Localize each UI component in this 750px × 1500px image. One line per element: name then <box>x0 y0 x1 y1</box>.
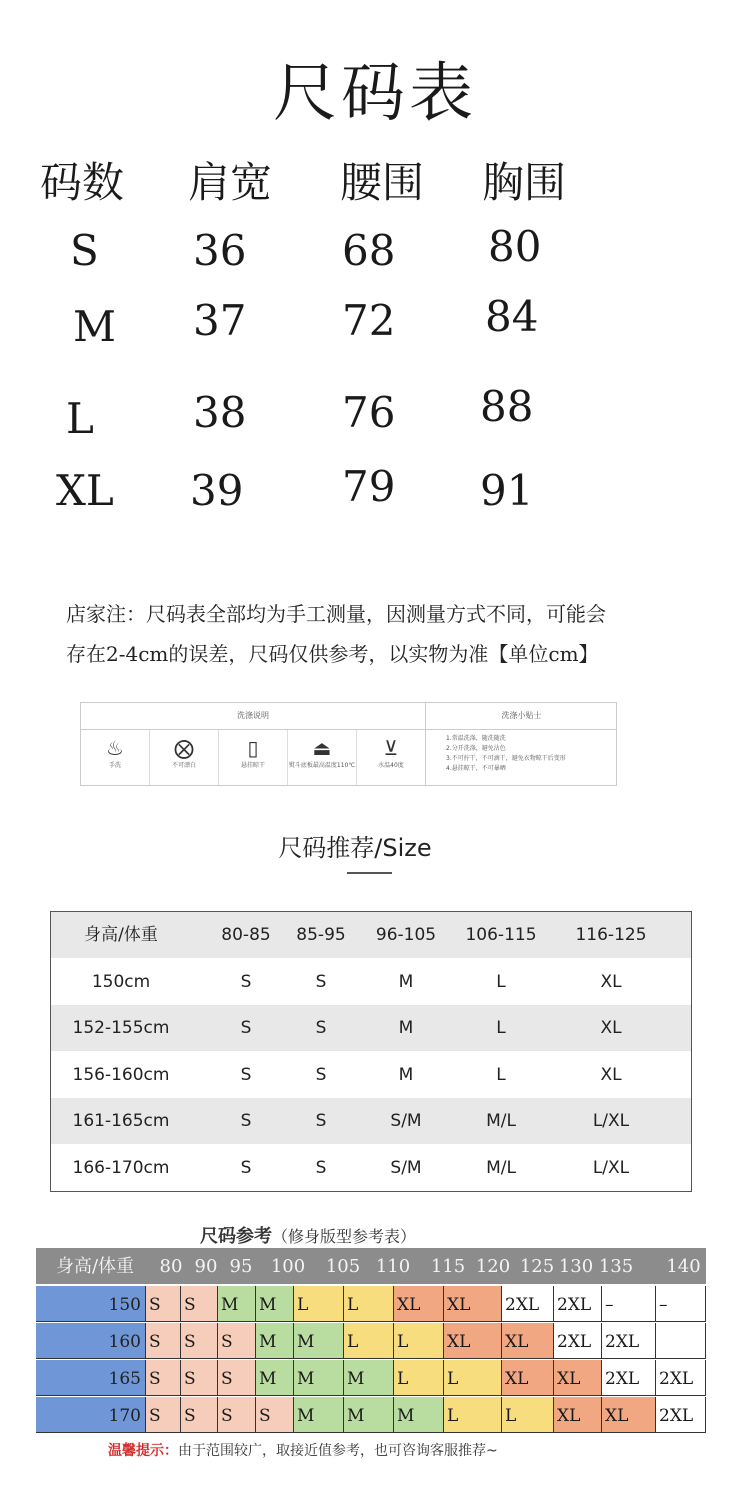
recommend-height-cell: 166-170cm <box>72 1157 170 1178</box>
recommend-size-cell: S <box>240 1157 252 1178</box>
chest-cell: 91 <box>480 466 534 515</box>
recommend-size-cell: L <box>496 1064 506 1085</box>
recommend-size-cell: M/L <box>486 1111 516 1131</box>
reference-size-cell: L <box>444 1397 502 1433</box>
wash-icon-label: 悬挂晾干 <box>240 762 265 769</box>
wash-icons-row <box>81 730 425 785</box>
wash-tip: 3.不可拧干，不可滴干，避免衣物晾干后变形 <box>446 755 566 762</box>
recommend-size-cell: L <box>496 1018 506 1038</box>
reference-size-cell: XL <box>554 1360 602 1396</box>
recommend-header-cell: 106-115 <box>465 925 537 945</box>
wash-icon-item <box>219 730 288 785</box>
reference-size-cell: M <box>218 1286 256 1322</box>
reference-size-cell: 2XL <box>554 1323 602 1359</box>
recommend-height-cell: 150cm <box>91 971 151 992</box>
wash-icon-label: 水温40度 <box>378 762 404 769</box>
chest-cell: 80 <box>488 222 542 271</box>
reference-size-cell: L <box>394 1323 444 1359</box>
recommend-size-cell: S <box>240 1018 252 1038</box>
reference-height-cell: 165 <box>36 1360 146 1396</box>
reference-height-cell: 160 <box>36 1323 146 1359</box>
recommend-size-cell: L <box>496 971 506 992</box>
warm-tip-text: 由于范围较广，取接近值参考，也可咨询客服推荐~ <box>178 1443 498 1459</box>
reference-size-cell: M <box>394 1397 444 1433</box>
size-cell: L <box>66 394 94 443</box>
recommend-size-cell: S/M <box>390 1157 422 1178</box>
recommend-height-cell: 161-165cm <box>72 1111 170 1131</box>
warm-tip-label: 温馨提示： <box>108 1443 178 1459</box>
wash-tips-header: 洗涤小贴士 <box>425 703 617 730</box>
chest-cell: 88 <box>480 382 534 431</box>
recommend-header-cell: 116-125 <box>575 925 647 945</box>
size-chart-row <box>0 222 750 286</box>
recommend-size-cell: XL <box>600 1018 622 1038</box>
reference-row <box>36 1360 706 1397</box>
wash-icon-item <box>357 730 425 785</box>
reference-header-cell: 95 <box>229 1256 253 1277</box>
recommend-size-cell: S <box>315 1064 327 1085</box>
reference-size-cell: 2XL <box>502 1286 554 1322</box>
hand-wash-icon: ♨ <box>106 736 124 760</box>
waist-cell: 72 <box>342 296 396 345</box>
reference-header-cell: 90 <box>194 1256 218 1277</box>
header-chest-label: 胸围 <box>482 158 567 207</box>
waist-cell: 68 <box>342 226 396 275</box>
reference-size-cell: M <box>294 1397 344 1433</box>
recommend-size-cell: S/M <box>390 1111 422 1131</box>
recommend-header-cell: 96-105 <box>375 925 437 945</box>
reference-size-cell: S <box>218 1323 256 1359</box>
reference-header-cell: 110 <box>375 1256 411 1277</box>
wash-40-icon: ⊻ <box>383 736 399 760</box>
reference-size-cell: L <box>394 1360 444 1396</box>
reference-size-cell: S <box>181 1323 218 1359</box>
recommend-size-cell: XL <box>600 1064 622 1085</box>
recommend-size-cell: M <box>398 971 414 992</box>
reference-size-cell: S <box>146 1323 181 1359</box>
reference-size-cell: L <box>444 1360 502 1396</box>
iron-icon: ⏏ <box>312 736 332 760</box>
reference-size-cell: S <box>218 1360 256 1396</box>
size-chart-header-row <box>0 150 750 210</box>
wash-tip: 4.悬挂晾干，不可暴晒 <box>446 765 506 772</box>
size-chart-row <box>0 462 750 526</box>
reference-size-cell: S <box>256 1397 294 1433</box>
wash-instructions-panel <box>80 702 617 786</box>
reference-size-cell: M <box>256 1360 294 1396</box>
recommend-size-cell: S <box>315 971 327 992</box>
reference-size-cell: XL <box>602 1397 656 1433</box>
header-shoulder-label: 肩宽 <box>188 158 273 207</box>
reference-size-cell: L <box>344 1323 394 1359</box>
reference-size-cell: L <box>502 1397 554 1433</box>
reference-size-cell: M <box>256 1286 294 1322</box>
waist-cell: 76 <box>342 388 396 437</box>
reference-size-cell: M <box>344 1360 394 1396</box>
size-chart-row <box>0 292 750 356</box>
waist-cell: 79 <box>342 462 396 511</box>
note-line: 店家注：尺码表全部均为手工测量，因测量方式不同，可能会 <box>66 602 606 626</box>
reference-height-cell: 150 <box>36 1286 146 1322</box>
recommend-header-cell: 身高/体重 <box>84 925 158 945</box>
recommend-size-cell: S <box>315 1157 327 1178</box>
recommend-size-cell: L/XL <box>592 1157 630 1178</box>
wash-instructions-header: 洗涤说明 <box>81 703 425 730</box>
reference-size-cell: S <box>218 1397 256 1433</box>
reference-size-cell: L <box>294 1286 344 1322</box>
reference-size-cell: XL <box>444 1323 502 1359</box>
reference-size-cell: S <box>146 1360 181 1396</box>
reference-title-text: 尺码参考 <box>200 1226 272 1247</box>
reference-row <box>36 1286 706 1323</box>
reference-height-cell: 170 <box>36 1397 146 1433</box>
wash-tip: 1.常温洗涤，随洗随洗 <box>446 735 506 742</box>
reference-table-body <box>36 1286 706 1434</box>
size-recommend-table <box>50 911 692 1192</box>
reference-size-cell: S <box>146 1286 181 1322</box>
recommend-size-cell: S <box>240 1064 252 1085</box>
recommend-size-cell: S <box>240 971 252 992</box>
hang-dry-icon: ▯ <box>247 736 259 760</box>
reference-header-row <box>36 1248 706 1284</box>
size-cell: S <box>70 226 99 275</box>
reference-size-cell: XL <box>502 1360 554 1396</box>
reference-row <box>36 1397 706 1434</box>
reference-size-cell: M <box>344 1397 394 1433</box>
reference-size-cell: XL <box>554 1397 602 1433</box>
reference-size-cell: L <box>344 1286 394 1322</box>
recommend-header-cell: 80-85 <box>221 925 271 945</box>
wash-icon-item <box>288 730 357 785</box>
reference-size-cell: 2XL <box>554 1286 602 1322</box>
recommend-row <box>51 959 691 1005</box>
size-chart-row <box>0 382 750 448</box>
reference-size-cell: M <box>294 1323 344 1359</box>
note-line: 存在2-4cm的误差，尺码仅供参考，以实物为准【单位cm】 <box>66 642 599 666</box>
size-cell: XL <box>56 466 114 515</box>
chest-cell: 84 <box>485 292 539 341</box>
title-underline <box>347 872 392 874</box>
reference-size-cell: S <box>146 1397 181 1433</box>
reference-size-cell: S <box>181 1360 218 1396</box>
page-title: 尺码表 <box>273 57 477 131</box>
recommend-row <box>51 1005 691 1051</box>
reference-size-cell <box>656 1323 706 1359</box>
recommend-size-cell: L/XL <box>592 1111 630 1131</box>
recommend-height-cell: 152-155cm <box>72 1018 170 1038</box>
reference-size-cell: 2XL <box>656 1397 706 1433</box>
reference-header-cell: 身高/体重 <box>55 1256 135 1277</box>
warm-tip <box>108 1440 498 1460</box>
recommend-size-cell: M/L <box>486 1157 516 1178</box>
recommend-size-cell: S <box>315 1111 327 1131</box>
wash-icon-item <box>150 730 219 785</box>
size-reference-title <box>200 1222 416 1248</box>
reference-header-cell: 80 <box>159 1256 183 1277</box>
reference-header-cell: 135 <box>598 1256 634 1277</box>
recommend-header-row <box>51 912 691 958</box>
wash-icon-label: 熨斗底板最高温度110℃ <box>288 762 356 769</box>
recommend-height-cell: 156-160cm <box>72 1064 170 1085</box>
reference-header-cell: 130 <box>558 1256 594 1277</box>
reference-header-cell: 100 <box>270 1256 306 1277</box>
reference-size-cell: M <box>256 1323 294 1359</box>
reference-size-cell: XL <box>444 1286 502 1322</box>
reference-subtitle: （修身版型参考表） <box>272 1227 417 1246</box>
size-recommend-title: 尺码推荐/Size <box>278 834 432 862</box>
reference-size-cell: 2XL <box>602 1360 656 1396</box>
reference-header-cell: 105 <box>325 1256 361 1277</box>
recommend-size-cell: M <box>398 1018 414 1038</box>
wash-icon-label: 不可漂白 <box>171 762 196 769</box>
recommend-row <box>51 1052 691 1098</box>
recommend-size-cell: M <box>398 1064 414 1085</box>
wash-tip: 2.分开洗涤，避免沾色 <box>446 745 506 752</box>
reference-size-cell: S <box>181 1286 218 1322</box>
reference-size-cell: – <box>656 1286 706 1322</box>
shoulder-cell: 36 <box>193 226 247 275</box>
reference-row <box>36 1323 706 1360</box>
shoulder-cell: 39 <box>190 466 244 515</box>
shop-note <box>66 594 686 674</box>
reference-size-cell: S <box>181 1397 218 1433</box>
wash-icon-label: 手洗 <box>108 762 121 769</box>
reference-header-cell: 115 <box>430 1256 466 1277</box>
shoulder-cell: 38 <box>193 388 247 437</box>
header-waist-label: 腰围 <box>340 158 425 207</box>
recommend-row <box>51 1098 691 1144</box>
reference-size-cell: XL <box>502 1323 554 1359</box>
no-bleach-icon: ⨂ <box>174 736 194 760</box>
reference-header-cell: 120 <box>475 1256 511 1277</box>
reference-header-cell: 125 <box>519 1256 555 1277</box>
reference-size-cell: XL <box>394 1286 444 1322</box>
wash-tips-list <box>425 730 616 785</box>
recommend-header-cell: 85-95 <box>296 925 346 945</box>
reference-size-cell: 2XL <box>656 1360 706 1396</box>
recommend-size-cell: S <box>315 1018 327 1038</box>
reference-size-cell: – <box>602 1286 656 1322</box>
header-size-label: 码数 <box>40 158 125 207</box>
recommend-row <box>51 1145 691 1191</box>
shoulder-cell: 37 <box>193 296 247 345</box>
reference-header-cell: 140 <box>666 1256 701 1277</box>
reference-size-cell: M <box>294 1360 344 1396</box>
recommend-size-cell: S <box>240 1111 252 1131</box>
size-cell: M <box>73 302 117 351</box>
reference-size-cell: 2XL <box>602 1323 656 1359</box>
wash-icon-item <box>81 730 150 785</box>
recommend-size-cell: XL <box>600 971 622 992</box>
